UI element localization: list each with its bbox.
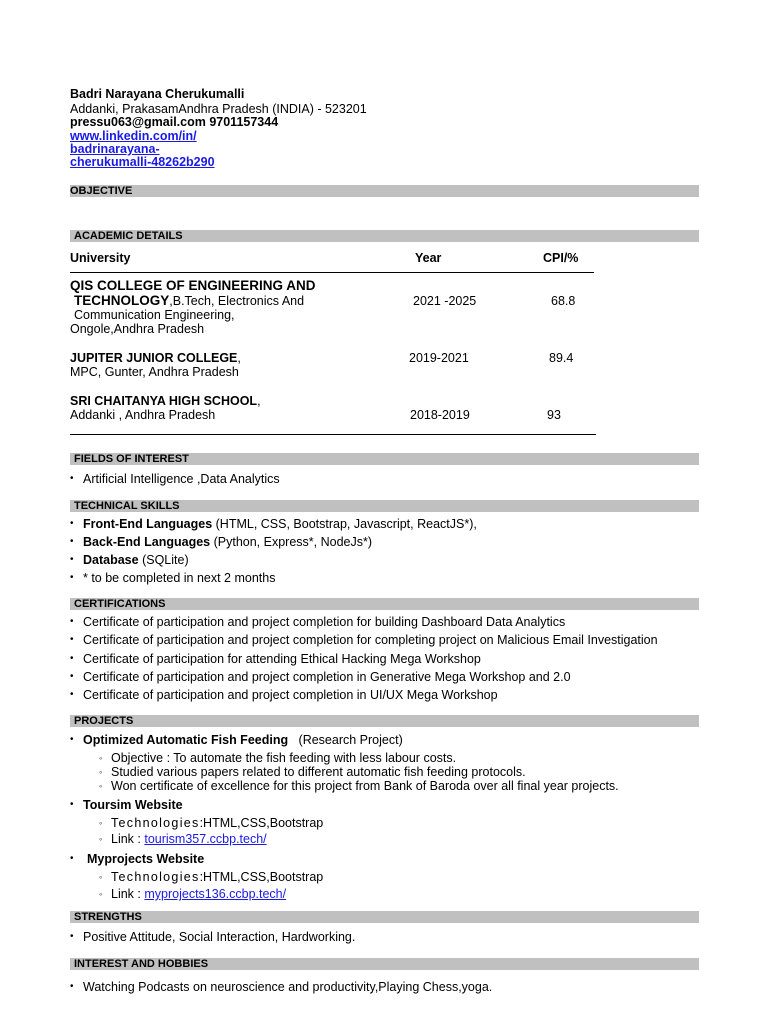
skill-category: Front-End Languages	[83, 517, 213, 531]
bullet-glyph: •	[70, 689, 74, 700]
cpi-value: 93	[547, 408, 561, 422]
linkedin-line: badrinarayana-	[70, 142, 160, 156]
section-header-academic	[70, 230, 699, 242]
sub-bullet-glyph: ◦	[99, 781, 103, 791]
section-title: STRENGTHS	[74, 911, 142, 923]
project-link[interactable]: myprojects136.ccbp.tech/	[144, 887, 287, 901]
tech-label: Technologies	[111, 870, 200, 884]
certificate-text: Certificate of participation and project completion for completing project on Malicious Email Investigation	[83, 633, 658, 647]
candidate-name: Badri Narayana Cherukumalli	[70, 87, 245, 101]
section-header-certifications	[70, 598, 699, 610]
table-top-rule	[70, 272, 594, 273]
contact-info: pressu063@gmail.com 9701157344	[70, 115, 279, 129]
section-title: CERTIFICATIONS	[74, 598, 166, 610]
bullet-glyph: •	[70, 518, 74, 529]
bullet-glyph: •	[70, 616, 74, 627]
section-header-hobbies	[70, 958, 699, 970]
year-value: 2018-2019	[410, 408, 470, 422]
linkedin-line: www.linkedin.com/in/	[70, 129, 197, 143]
tech-value: :HTML,CSS,Bootstrap	[199, 870, 324, 884]
bullet-glyph: •	[70, 853, 74, 864]
bullet-glyph: •	[70, 536, 74, 547]
institution-name: JUPITER JUNIOR COLLEGE	[70, 351, 238, 365]
project-tag: (Research Project)	[298, 733, 403, 747]
link-label: Link :	[111, 887, 145, 901]
section-header-objective	[70, 185, 699, 197]
section-header-skills	[70, 500, 699, 512]
location-text: Addanki , Andhra Pradesh	[70, 408, 216, 422]
skill-note: * to be completed in next 2 months	[83, 571, 276, 585]
institution-name: QIS COLLEGE OF ENGINEERING AND	[70, 278, 316, 293]
bullet-glyph: •	[70, 554, 74, 565]
project-detail: Objective : To automate the fish feeding with less labour costs.	[111, 751, 457, 765]
section-title: FIELDS OF INTEREST	[74, 453, 189, 465]
project-title: Myprojects Website	[87, 852, 205, 866]
year-value: 2019-2021	[409, 351, 469, 365]
strengths-text: Positive Attitude, Social Interaction, Hardworking.	[83, 930, 356, 944]
project-title: Toursim Website	[83, 798, 183, 812]
bullet-glyph: •	[70, 981, 74, 992]
interest-text: Artificial Intelligence ,Data Analytics	[83, 472, 280, 486]
col-cpi: CPI/%	[543, 251, 579, 265]
comma-text: ,	[237, 351, 241, 365]
location-text: Ongole,Andhra Pradesh	[70, 322, 205, 336]
bullet-glyph: •	[70, 799, 74, 810]
bullet-glyph: •	[70, 931, 74, 942]
section-title: PROJECTS	[74, 715, 134, 727]
section-header-projects	[70, 715, 699, 727]
year-value: 2021 -2025	[413, 294, 477, 308]
bullet-glyph: •	[70, 572, 74, 583]
hobbies-text: Watching Podcasts on neuroscience and productivity,Playing Chess,yoga.	[83, 980, 493, 994]
bullet-glyph: •	[70, 671, 74, 682]
tech-label: Technologies	[111, 816, 200, 830]
location-text: MPC, Gunter, Andhra Pradesh	[70, 365, 239, 379]
section-title: TECHNICAL SKILLS	[74, 500, 180, 512]
section-header-strengths	[70, 911, 699, 923]
link-label: Link :	[111, 832, 145, 846]
sub-bullet-glyph: ◦	[99, 872, 103, 882]
project-title: Optimized Automatic Fish Feeding	[83, 733, 289, 747]
col-university: University	[70, 251, 131, 265]
certificate-text: Certificate of participation and project completion in UI/UX Mega Workshop	[83, 688, 498, 702]
institution-name: SRI CHAITANYA HIGH SCHOOL	[70, 394, 258, 408]
col-year: Year	[415, 251, 442, 265]
bullet-glyph: •	[70, 653, 74, 664]
degree-text: ,B.Tech, Electronics And	[169, 294, 305, 308]
linkedin-link[interactable]	[70, 130, 215, 169]
project-detail: Won certificate of excellence for this project from Bank of Baroda over all final year projects.	[111, 779, 619, 793]
sub-bullet-glyph: ◦	[99, 818, 103, 828]
tech-value: :HTML,CSS,Bootstrap	[199, 816, 324, 830]
skill-list: (Python, Express*, NodeJs*)	[210, 535, 372, 549]
section-title: OBJECTIVE	[70, 185, 133, 197]
sub-bullet-glyph: ◦	[99, 767, 103, 777]
cpi-value: 89.4	[549, 351, 574, 365]
project-detail: Studied various papers related to different automatic fish feeding protocols.	[111, 765, 526, 779]
sub-bullet-glyph: ◦	[99, 753, 103, 763]
bullet-glyph: •	[70, 634, 74, 645]
bullet-glyph: •	[70, 473, 74, 484]
comma-text: ,	[257, 394, 261, 408]
certificate-text: Certificate of participation and project completion for building Dashboard Data Analytics	[83, 615, 566, 629]
sub-bullet-glyph: ◦	[99, 834, 103, 844]
section-title: ACADEMIC DETAILS	[74, 230, 183, 242]
sub-bullet-glyph: ◦	[99, 889, 103, 899]
section-header-fields	[70, 453, 699, 465]
skill-category: Database	[83, 553, 139, 567]
bullet-glyph: •	[70, 734, 74, 745]
certificate-text: Certificate of participation for attending Ethical Hacking Mega Workshop	[83, 652, 481, 666]
skill-category: Back-End Languages	[83, 535, 211, 549]
skill-list: (SQLite)	[138, 553, 189, 567]
linkedin-line: cherukumalli-48262b290	[70, 155, 215, 169]
project-link[interactable]: tourism357.ccbp.tech/	[144, 832, 267, 846]
table-bottom-rule	[70, 434, 596, 435]
institution-name-cont: TECHNOLOGY	[74, 293, 170, 308]
section-title: INTEREST AND HOBBIES	[74, 958, 209, 970]
institution-detail	[74, 294, 304, 308]
skill-list: (HTML, CSS, Bootstrap, Javascript, ReactJS*),	[212, 517, 477, 531]
certificate-text: Certificate of participation and project completion in Generative Mega Workshop and 2.0	[83, 670, 571, 684]
degree-text: Communication Engineering,	[74, 308, 235, 322]
cpi-value: 68.8	[551, 294, 576, 308]
address: Addanki, PrakasamAndhra Pradesh (INDIA) - 523201	[70, 102, 367, 116]
